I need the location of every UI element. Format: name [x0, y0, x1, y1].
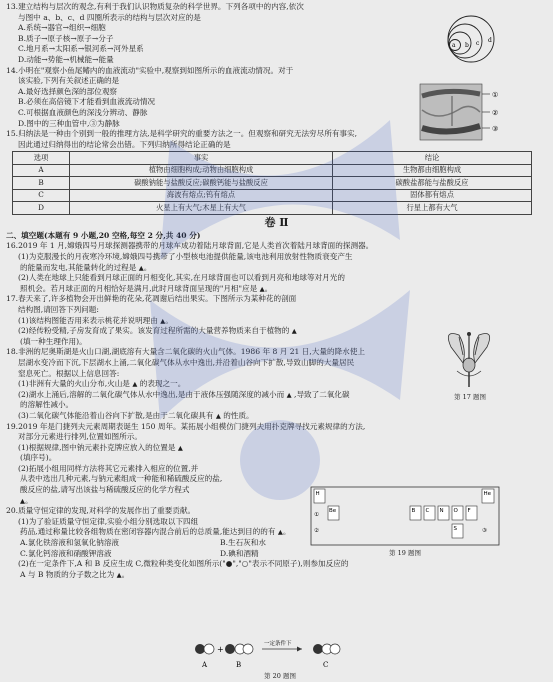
q18-line-5b: ,导致了二氧化碳 [294, 389, 350, 399]
q16-line-1: 16.2019 年 1 月,嫦娥四号月球探测器携带的月球车成功着陆月球背面,它是人类首次着陆月球背面的探测器。 [6, 241, 374, 251]
question-20: 20.质量守恒定律的发现,对科学的发展作出了重要贡献。 (1)为了验证质量守恒定律,实验小组分别选取以下四组 药品,通过称量比较各组物质在密闭容器内混合前后的总质量,能达到目的的有 ▲。 A.氯化铁溶液和氢氧化钠溶液 B.生石灰和水 C.氯化钙溶液和硝酸钾溶液 D.碘和酒精 (2)在一定条件下,A 和 B 反应生成 C,微粒种类变化如图所示("●","○"表示不同原子),则参加反应的 A 与 B 物质的分子数之比为 ▲。 [6, 506, 547, 580]
answer-blank[interactable]: ▲ [138, 263, 144, 272]
q17-line-2: 结构图,请回答下列问题: [18, 304, 99, 314]
q19-card-f: F [467, 508, 471, 514]
section-2-heading: 二、填空题(本题有 9 小题,20 空格,每空 2 分,共 40 分) [6, 230, 201, 240]
q15-cell: 海波有熔点;钨有熔点 [70, 189, 333, 202]
q19-line-4: (2)拓展小组用同样方法将其它元素排入相应的位置,并 [18, 463, 199, 473]
q16-line-5: 照机会。若月球正面的月相恰好是满月,此时月球背面呈现的"月相"应是 [20, 283, 258, 293]
q15-cell: 火星上有大气;木星上有大气 [70, 202, 333, 215]
q13-label-c: c [476, 40, 480, 47]
q20-option-a: A.氯化铁溶液和氢氧化钠溶液 [20, 538, 120, 548]
q16-line-3: 的能量而发电,其能量转化的过程是 [20, 262, 137, 272]
q19-card-c: C [425, 508, 430, 514]
q19-card-be: Be [329, 508, 337, 514]
q15-stem: 15.归纳法是一种由个别到一般的推理方法,是科学研究的重要方法之一。但观察和研究无法穷尽所有事实, [6, 129, 358, 139]
q19-card-h: H [315, 491, 320, 497]
q14-label-3: ③ [492, 125, 499, 133]
q19-card-he: He [483, 491, 492, 497]
q14-label-2: ② [492, 109, 499, 117]
table-row [13, 177, 532, 190]
q18-line-1: 18.非洲的尼奥斯湖是火山口湖,湖底溶有大量含二氧化碳的火山气体。1986 年 8 月 21 日,大量的降水使上 [6, 347, 365, 357]
table-row [13, 164, 532, 177]
q19-caption: 第 19 题图 [389, 549, 421, 557]
q17-line-1: 17.春天来了,许多植物会开出鲜艳的花朵,花凋谢后结出果实。下图所示为某种花的剖面 [6, 294, 297, 304]
q20-label-b: B [236, 661, 242, 669]
q18-line-4b: 的表现之一。 [139, 379, 186, 389]
q14-option-c: C.可根据血液颜色的深浅分辨动、静脉 [18, 107, 148, 117]
answer-blank[interactable]: ▲ [20, 496, 25, 505]
question-19: 19.2019 年是门捷列夫元素周期表诞生 150 周年。某拓展小组模仿门捷列夫用扑克牌寻找元素规律的方法, 对部分元素进行排列,位置如图所示。 (1)根据规律,图中钠元素扑克牌应放入的位置是 ▲ (填序号)。 (2)拓展小组用同样方法将其它元素排入相应的位置,并 从表中选出几种元素,与钠元素组成一种能和稀硫酸反应的盐, 酸反应的盐,请写出该盐与稀硫酸反应的化学方程式 ▲。 [6, 422, 547, 507]
q19-position-3: ③ [482, 528, 487, 534]
q15-cell: 行星上都有大气 [333, 202, 532, 215]
q15-cell: 生物都由细胞构成 [333, 164, 532, 177]
q14-label-1: ① [492, 91, 499, 99]
q14-stem: 14.小明在"观察小鱼尾鳍内的血液流动"实验中,观察到如图所示的血液流动情况。对于 [6, 65, 294, 75]
q17-line-5: (填一种生理作用)。 [20, 336, 87, 346]
q13-option-b: B.质子→原子核→原子→分子 [18, 33, 114, 43]
question-17: 17.春天来了,许多植物会开出鲜艳的花朵,花凋谢后结出果实。下图所示为某种花的剖面 结构图,请回答下列问题: (1)该结构图能否用来表示桃花并说明理由 ▲。 (2)经传粉受精,子房发育成了果实。该发育过程所需的大量营养物质来自于植物的 ▲ (填一种生理作用)。 [6, 294, 416, 347]
q15-cell: 植物由细胞构成;动物由细胞构成 [70, 164, 333, 177]
q19-line-5: 从表中选出几种元素,与钠元素组成一种能和稀硫酸反应的盐, [20, 474, 223, 484]
q17-flower-figure [437, 325, 501, 391]
q15-stem-2: 因此通过归纳得出的结论常会出错。下列归纳所得结论正确的是 [18, 139, 231, 149]
q20-line-2: (1)为了验证质量守恒定律,实验小组分别选取以下四组 [18, 516, 199, 526]
q14-option-d: D.图中的三种血管中,③为静脉 [18, 118, 120, 128]
answer-blank[interactable]: ▲ [277, 528, 283, 537]
q13-stem-2: 与图中 a、b、c、d 四圈所表示的结构与层次对应的是 [18, 12, 201, 22]
q19-card-n: N [439, 508, 444, 514]
q13-label-a: a [452, 42, 456, 49]
q20-line-1: 20.质量守恒定律的发现,对科学的发展作出了重要贡献。 [6, 506, 196, 516]
answer-blank[interactable]: ▲ [177, 443, 183, 452]
q15-table-header [13, 152, 532, 165]
table-row [13, 189, 532, 202]
q19-line-1: 19.2019 年是门捷列夫元素周期表诞生 150 周年。某拓展小组模仿门捷列夫用扑克牌寻找元素规律的方法, [6, 421, 366, 431]
q19-line-3b: (填序号)。 [20, 453, 57, 463]
q19-position-2: ② [314, 528, 319, 534]
q15-cell: A [13, 164, 70, 177]
q13-option-a: A.系统→器官→组织→细胞 [18, 23, 106, 33]
q14-blood-vessel-figure [418, 82, 504, 142]
volume-heading: 卷 Ⅱ [264, 215, 289, 229]
answer-blank[interactable]: ▲ [116, 570, 122, 579]
question-16: 16.2019 年 1 月,嫦娥四号月球探测器携带的月球车成功着陆月球背面,它是人类首次着陆月球背面的探测器。 (1)为克服漫长的月夜寒冷环境,嫦娥四号携带了小型核电池提供能量,该电池利用放射性物质衰变产生 的能量而发电,其能量转化的过程是 ▲。 (2)人类在地球上只能看到月球正面的月相变化,其实,在月球背面也可以看到月亮和地球等对月光的 照机会。若月球正面的月相恰好是满月,此时月球背面呈现的"月相"应是 ▲。 [6, 241, 547, 294]
q13-label-b: b [465, 42, 469, 49]
answer-blank[interactable]: ▲ [132, 380, 138, 389]
q13-label-d: d [488, 37, 492, 44]
q15-cell: C [13, 189, 70, 202]
q20-line-3: 药品,通过称量比较各组物质在密闭容器内混合前后的总质量,能达到目的的有 [20, 527, 276, 537]
q19-card-o: O [453, 508, 458, 514]
q20-reaction-figure [190, 637, 370, 671]
q15-cell: 固体都有熔点 [333, 189, 532, 202]
q18-line-2: 层湖水变冷而下沉,下层湖水上涌,二氧化碳气体从水中逸出,并沿着山谷向下扩散,导致山脚的大量居民 [18, 357, 355, 367]
q20-option-b: B.生石灰和水 [220, 538, 266, 548]
q18-line-5: (2)湖水上涌后,溶解的二氧化碳气体从水中逸出,是由于液体压强随深度的减小而 [18, 389, 285, 399]
q14-stem-2: 该实验,下列有关叙述正确的是 [18, 76, 120, 86]
q20-option-c: C.氯化钙溶液和硝酸钾溶液 [20, 548, 112, 558]
answer-blank[interactable]: ▲ [291, 327, 297, 336]
q16-line-2: (1)为克服漫长的月夜寒冷环境,嫦娥四号携带了小型核电池提供能量,该电池利用放射性物质衰变产生 [18, 252, 353, 261]
q18-line-3: 窒息死亡。根据以上信息回答: [18, 368, 120, 378]
q19-card-grid-figure [310, 486, 500, 546]
q13-option-d: D.动能→势能→机械能→能量 [18, 54, 114, 64]
q13-stem: 13.建立结构与层次的观念,有利于我们认识物质复杂的科学世界。下列各项中的内容,依次 [6, 2, 304, 11]
q15-table [12, 151, 532, 215]
q20-caption: 第 20 题图 [264, 672, 296, 680]
q19-position-1: ① [314, 512, 319, 518]
answer-blank[interactable]: ▲ [259, 284, 265, 293]
q20-label-c: C [323, 661, 329, 669]
q19-card-s: S [453, 526, 457, 532]
q13-option-c: C.地月系→太阳系→银河系→河外星系 [18, 44, 144, 54]
q19-line-6: 酸反应的盐,请写出该盐与稀硫酸反应的化学方程式 [20, 485, 190, 495]
answer-blank[interactable]: ▲ [160, 316, 166, 325]
q16-line-4: (2)人类在地球上只能看到月球正面的月相变化,其实,在月球背面也可以看到月亮和地球等对月光的 [18, 273, 345, 283]
q18-line-7: (3)二氧化碳气体能沿着山谷向下扩散,是由于二氧化碳具有 [18, 410, 214, 420]
q14-option-a: A.最好选择颜色深的部位观察 [18, 86, 118, 96]
answer-blank[interactable]: ▲ [215, 411, 221, 420]
q19-card-b: B [411, 508, 416, 514]
q18-line-4: (1)非洲有大量的火山分布,火山是 [18, 379, 130, 389]
q18-line-6: 的溶解性减小。 [20, 400, 74, 410]
q20-label-a: A [202, 661, 208, 669]
q15-cell: D [13, 202, 70, 215]
q15-cell: 碳酸钠能与盐酸反应;碳酸钙能与盐酸反应 [70, 177, 333, 190]
q17-line-4: (2)经传粉受精,子房发育成了果实。该发育过程所需的大量营养物质来自于植物的 [18, 326, 290, 336]
q18-line-7b: 的性质。 [223, 410, 254, 420]
q15-header-fact: 事实 [70, 152, 333, 165]
q15-cell: B [13, 177, 70, 190]
q13-concentric-circles-figure [440, 14, 502, 64]
q15-cell: 碳酸盐都能与盐酸反应 [333, 177, 532, 190]
q15-header-conclusion: 结论 [333, 152, 532, 165]
q20-option-d: D.碘和酒精 [220, 548, 259, 558]
q20-line-4: (2)在一定条件下,A 和 B 反应生成 C,微粒种类变化如图所示("●","○"表示不同原子),则参加反应的 [18, 559, 349, 569]
q17-caption: 第 17 题图 [454, 393, 486, 401]
q19-line-2: 对部分元素进行排列,位置如图所示。 [18, 432, 142, 442]
svg-text:+: + [217, 645, 224, 654]
q19-line-3: (1)根据规律,图中钠元素扑克牌应放入的位置是 [18, 442, 176, 452]
q20-options-row-2 [6, 549, 547, 560]
q14-option-b: B.必须在高倍镜下才能看到血液流动情况 [18, 97, 156, 107]
q20-line-5: A 与 B 物质的分子数之比为 [20, 569, 115, 579]
answer-blank[interactable]: ▲ [286, 390, 292, 399]
q20-arrow-label: 一定条件下 [264, 641, 292, 647]
q17-line-3: (1)该结构图能否用来表示桃花并说明理由 [18, 315, 158, 325]
q15-header-option: 选项 [13, 152, 70, 165]
table-row [13, 202, 532, 215]
